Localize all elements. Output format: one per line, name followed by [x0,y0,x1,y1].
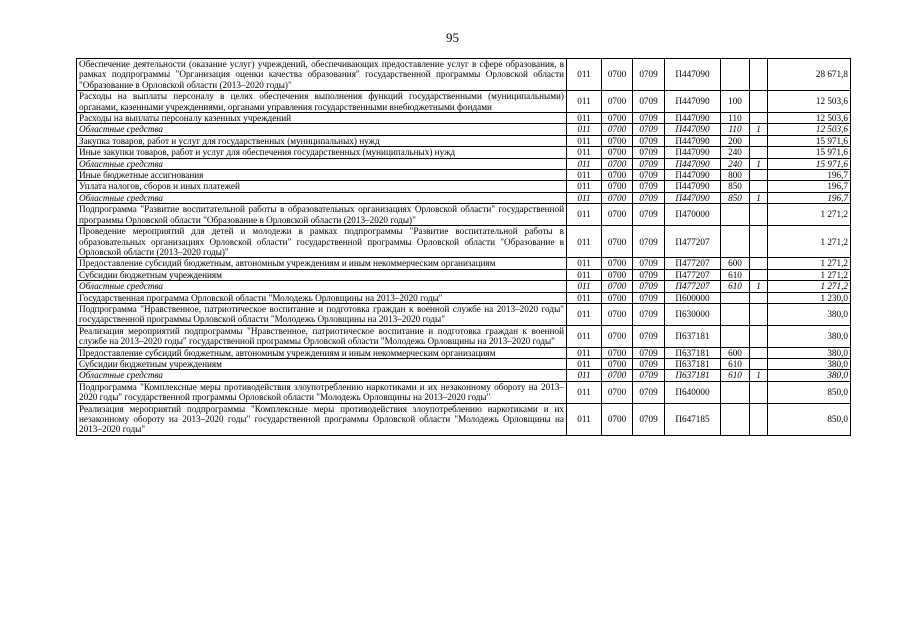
row-name-cell: Расходы на выплаты персоналу в целях обеспечения выполнения функций государственными (муниципальными) органами, казенными учреждениями, органами управления государственными внебюджетными фондами [77,91,567,113]
funding-source-cell [750,113,768,124]
expense-type-cell: 110 [721,113,750,124]
section-code-cell: 0700 [602,358,633,369]
row-name-cell: Реализация мероприятий подпрограммы "Комплексные меры противодействия злоупотреблению наркотиками и их незаконному обороту на 2013–2020 годы" государственной программы Орловской области "Молодежь Орловщины на 2013–2020 годы" [77,403,567,435]
amount-cell: 1 271,2 [768,204,851,226]
funding-source-cell [750,325,768,347]
table-row [77,59,851,91]
row-name-cell: Обеспечение деятельности (оказание услуг) учреждений, обеспечивающих предоставление услуг в сфере образования, в рамках подпрограммы "Организация оценки качества образования" государственной программы Орловской области "Образование в Орловской области (2013–2020 годы)" [77,59,567,91]
table-row [77,226,851,258]
admin-code-cell: 011 [567,258,602,269]
section-code-cell: 0700 [602,381,633,403]
row-name-cell: Областные средства [77,370,567,381]
target-code-cell: П470000 [665,204,721,226]
row-name-cell: Иные закупки товаров, работ и услуг для обеспечения государственных (муниципальных) нужд [77,147,567,158]
funding-source-cell [750,204,768,226]
expense-type-cell [721,292,750,303]
row-name-cell: Субсидии бюджетным учреждениям [77,269,567,280]
section-code-cell: 0700 [602,204,633,226]
subsection-code-cell: 0709 [633,347,665,358]
amount-cell: 196,7 [768,192,851,203]
expense-type-cell: 610 [721,358,750,369]
funding-source-cell [750,269,768,280]
target-code-cell: П447090 [665,158,721,169]
admin-code-cell: 011 [567,135,602,146]
subsection-code-cell: 0709 [633,325,665,347]
section-code-cell: 0700 [602,170,633,181]
table-row [77,113,851,124]
page-number: 95 [446,30,459,45]
table-row [77,170,851,181]
table-row [77,325,851,347]
funding-source-cell [750,381,768,403]
subsection-code-cell: 0709 [633,135,665,146]
amount-cell: 380,0 [768,325,851,347]
amount-cell: 380,0 [768,303,851,325]
section-code-cell: 0700 [602,181,633,192]
expense-type-cell: 850 [721,192,750,203]
admin-code-cell: 011 [567,192,602,203]
expense-type-cell: 600 [721,258,750,269]
admin-code-cell: 011 [567,170,602,181]
admin-code-cell: 011 [567,158,602,169]
subsection-code-cell: 0709 [633,258,665,269]
expense-type-cell [721,325,750,347]
subsection-code-cell: 0709 [633,59,665,91]
funding-source-cell: 1 [750,281,768,292]
expense-type-cell: 240 [721,147,750,158]
amount-cell: 380,0 [768,347,851,358]
subsection-code-cell: 0709 [633,181,665,192]
table-row [77,381,851,403]
amount-cell: 1 230,0 [768,292,851,303]
subsection-code-cell: 0709 [633,226,665,258]
table-body [77,59,851,436]
expense-type-cell: 610 [721,370,750,381]
subsection-code-cell: 0709 [633,381,665,403]
table-row [77,147,851,158]
admin-code-cell: 011 [567,381,602,403]
table-row [77,303,851,325]
expense-type-cell [721,381,750,403]
table-row [77,158,851,169]
row-name-cell: Закупка товаров, работ и услуг для государственных (муниципальных) нужд [77,135,567,146]
funding-source-cell [750,59,768,91]
amount-cell: 850,0 [768,381,851,403]
section-code-cell: 0700 [602,292,633,303]
target-code-cell: П477207 [665,258,721,269]
subsection-code-cell: 0709 [633,113,665,124]
expense-type-cell: 240 [721,158,750,169]
subsection-code-cell: 0709 [633,403,665,435]
row-name-cell: Областные средства [77,192,567,203]
expense-type-cell: 100 [721,91,750,113]
amount-cell: 850,0 [768,403,851,435]
row-name-cell: Предоставление субсидий бюджетным, автономным учреждениям и иным некоммерческим организациям [77,347,567,358]
subsection-code-cell: 0709 [633,158,665,169]
section-code-cell: 0700 [602,91,633,113]
table-row [77,135,851,146]
funding-source-cell [750,170,768,181]
amount-cell: 380,0 [768,358,851,369]
budget-table [76,58,851,436]
section-code-cell: 0700 [602,269,633,280]
admin-code-cell: 011 [567,325,602,347]
amount-cell: 1 271,2 [768,226,851,258]
admin-code-cell: 011 [567,347,602,358]
admin-code-cell: 011 [567,147,602,158]
target-code-cell: П637181 [665,325,721,347]
funding-source-cell [750,347,768,358]
target-code-cell: П447090 [665,181,721,192]
row-name-cell: Предоставление субсидий бюджетным, автономным учреждениям и иным некоммерческим организациям [77,258,567,269]
amount-cell: 12 503,6 [768,113,851,124]
expense-type-cell: 600 [721,347,750,358]
expense-type-cell: 200 [721,135,750,146]
row-name-cell: Проведение мероприятий для детей и молодежи в рамках подпрограммы "Развитие воспитательной работы в образовательных организациях Орловской области" государственной программы Орловской области "Образование в Орловской области (2013–2020 годы)" [77,226,567,258]
target-code-cell: П447090 [665,124,721,135]
section-code-cell: 0700 [602,135,633,146]
section-code-cell: 0700 [602,158,633,169]
amount-cell: 15 971,6 [768,147,851,158]
row-name-cell: Государственная программа Орловской области "Молодежь Орловщины на 2013–2020 годы" [77,292,567,303]
target-code-cell: П477207 [665,226,721,258]
amount-cell: 380,0 [768,370,851,381]
admin-code-cell: 011 [567,370,602,381]
section-code-cell: 0700 [602,192,633,203]
section-code-cell: 0700 [602,325,633,347]
subsection-code-cell: 0709 [633,281,665,292]
amount-cell: 28 671,8 [768,59,851,91]
subsection-code-cell: 0709 [633,124,665,135]
target-code-cell: П637181 [665,370,721,381]
subsection-code-cell: 0709 [633,147,665,158]
admin-code-cell: 011 [567,403,602,435]
funding-source-cell: 1 [750,158,768,169]
subsection-code-cell: 0709 [633,303,665,325]
table-row [77,347,851,358]
amount-cell: 1 271,2 [768,269,851,280]
section-code-cell: 0700 [602,403,633,435]
row-name-cell: Реализация мероприятий подпрограммы "Нравственное, патриотическое воспитание и подготовка граждан к военной службе на 2013–2020 годы" государственной программы Орловской области "Молодежь Орловщины на 2013–2020 годы" [77,325,567,347]
row-name-cell: Подпрограмма "Развитие воспитательной работы в образовательных организациях Орловской области" государственной программы Орловской области "Образование в Орловской области (2013–2020 годы)" [77,204,567,226]
funding-source-cell [750,358,768,369]
target-code-cell: П647185 [665,403,721,435]
admin-code-cell: 011 [567,124,602,135]
admin-code-cell: 011 [567,269,602,280]
section-code-cell: 0700 [602,124,633,135]
section-code-cell: 0700 [602,59,633,91]
admin-code-cell: 011 [567,204,602,226]
row-name-cell: Областные средства [77,281,567,292]
subsection-code-cell: 0709 [633,204,665,226]
admin-code-cell: 011 [567,292,602,303]
target-code-cell: П447090 [665,59,721,91]
funding-source-cell: 1 [750,370,768,381]
row-name-cell: Расходы на выплаты персоналу казенных учреждений [77,113,567,124]
funding-source-cell: 1 [750,192,768,203]
target-code-cell: П447090 [665,135,721,146]
table-row [77,204,851,226]
funding-source-cell: 1 [750,124,768,135]
target-code-cell: П447090 [665,91,721,113]
amount-cell: 12 503,6 [768,124,851,135]
funding-source-cell [750,91,768,113]
amount-cell: 12 503,6 [768,91,851,113]
target-code-cell: П447090 [665,113,721,124]
expense-type-cell [721,204,750,226]
admin-code-cell: 011 [567,59,602,91]
expense-type-cell [721,403,750,435]
subsection-code-cell: 0709 [633,370,665,381]
amount-cell: 196,7 [768,170,851,181]
funding-source-cell [750,147,768,158]
expense-type-cell: 110 [721,124,750,135]
section-code-cell: 0700 [602,258,633,269]
target-code-cell: П630000 [665,303,721,325]
row-name-cell: Подпрограмма "Нравственное, патриотическое воспитание и подготовка граждан к военной службе на 2013–2020 годы" государственной программы Орловской области "Молодежь Орловщины на 2013–2020 годы" [77,303,567,325]
table-row [77,281,851,292]
table-row [77,269,851,280]
table-row [77,370,851,381]
subsection-code-cell: 0709 [633,91,665,113]
table-row [77,192,851,203]
table-row [77,292,851,303]
admin-code-cell: 011 [567,303,602,325]
row-name-cell: Областные средства [77,124,567,135]
admin-code-cell: 011 [567,91,602,113]
section-code-cell: 0700 [602,281,633,292]
funding-source-cell [750,181,768,192]
funding-source-cell [750,303,768,325]
funding-source-cell [750,258,768,269]
section-code-cell: 0700 [602,303,633,325]
admin-code-cell: 011 [567,226,602,258]
target-code-cell: П447090 [665,170,721,181]
amount-cell: 15 971,6 [768,135,851,146]
section-code-cell: 0700 [602,347,633,358]
expense-type-cell: 800 [721,170,750,181]
expense-type-cell: 850 [721,181,750,192]
expense-type-cell [721,226,750,258]
table-row [77,403,851,435]
subsection-code-cell: 0709 [633,269,665,280]
section-code-cell: 0700 [602,370,633,381]
row-name-cell: Областные средства [77,158,567,169]
expense-type-cell: 610 [721,281,750,292]
row-name-cell: Подпрограмма "Комплексные меры противодействия злоупотреблению наркотиками и их незаконному обороту на 2013–2020 годы" государственной программы Орловской области "Молодежь Орловщины на 2013–2020 годы" [77,381,567,403]
subsection-code-cell: 0709 [633,170,665,181]
table-row [77,181,851,192]
row-name-cell: Субсидии бюджетным учреждениям [77,358,567,369]
target-code-cell: П640000 [665,381,721,403]
target-code-cell: П447090 [665,147,721,158]
expense-type-cell [721,303,750,325]
admin-code-cell: 011 [567,358,602,369]
funding-source-cell [750,226,768,258]
admin-code-cell: 011 [567,181,602,192]
target-code-cell: П637181 [665,358,721,369]
funding-source-cell [750,292,768,303]
amount-cell: 1 271,2 [768,258,851,269]
target-code-cell: П447090 [665,192,721,203]
section-code-cell: 0700 [602,147,633,158]
amount-cell: 196,7 [768,181,851,192]
section-code-cell: 0700 [602,226,633,258]
funding-source-cell [750,135,768,146]
expense-type-cell [721,59,750,91]
subsection-code-cell: 0709 [633,192,665,203]
row-name-cell: Уплата налогов, сборов и иных платежей [77,181,567,192]
row-name-cell: Иные бюджетные ассигнования [77,170,567,181]
admin-code-cell: 011 [567,281,602,292]
target-code-cell: П600000 [665,292,721,303]
table-row [77,258,851,269]
subsection-code-cell: 0709 [633,358,665,369]
expense-type-cell: 610 [721,269,750,280]
table-row [77,124,851,135]
amount-cell: 15 971,6 [768,158,851,169]
subsection-code-cell: 0709 [633,292,665,303]
section-code-cell: 0700 [602,113,633,124]
admin-code-cell: 011 [567,113,602,124]
table-row [77,358,851,369]
funding-source-cell [750,403,768,435]
target-code-cell: П477207 [665,269,721,280]
target-code-cell: П477207 [665,281,721,292]
target-code-cell: П637181 [665,347,721,358]
table-row [77,91,851,113]
amount-cell: 1 271,2 [768,281,851,292]
